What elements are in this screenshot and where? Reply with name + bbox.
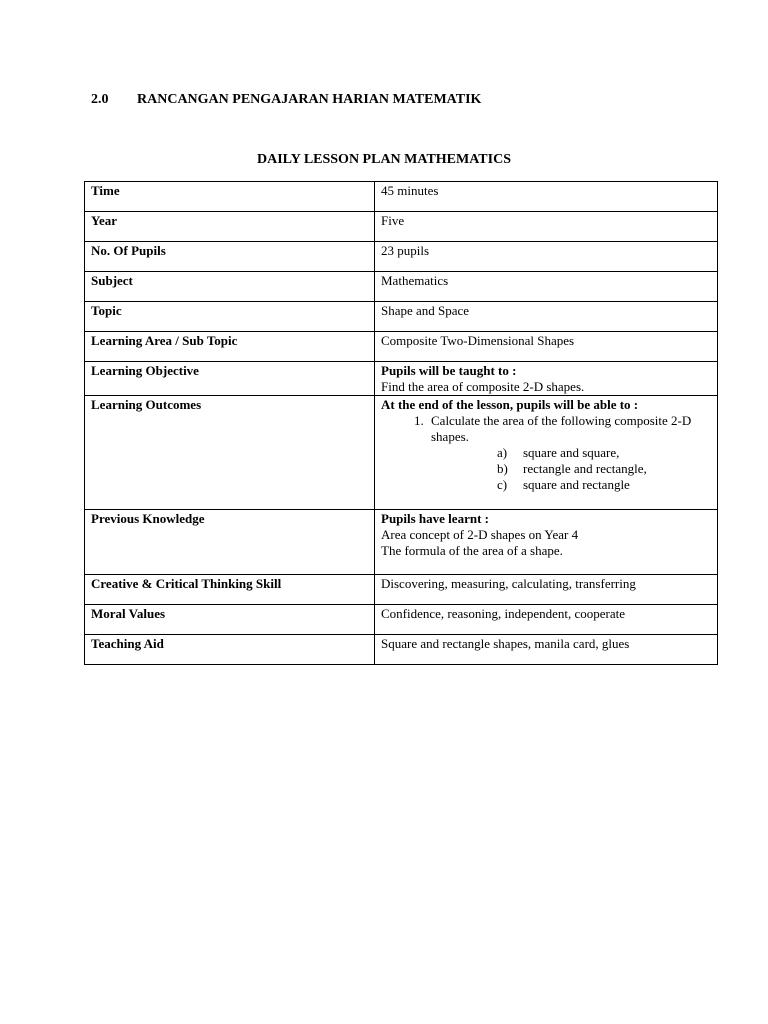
row-value [375,362,718,396]
list-marker: c) [497,477,508,492]
section-heading [91,92,481,108]
list-item [497,477,711,493]
row-value: Shape and Space [375,302,718,332]
row-label: No. Of Pupils [85,242,375,272]
section-title: RANCANGAN PENGAJARAN HARIAN MATEMATIK [137,92,482,107]
row-label: Teaching Aid [85,635,375,665]
table-row-subject [85,272,718,302]
list-marker: a) [497,445,508,460]
row-value [375,510,718,575]
table-row-moral-values [85,605,718,635]
list-item [497,461,711,477]
objective-intro: Pupils will be taught to : [381,363,517,378]
row-value: Composite Two-Dimensional Shapes [375,332,718,362]
row-value: 45 minutes [375,182,718,212]
row-label: Previous Knowledge [85,510,375,575]
outcomes-list [381,413,711,493]
section-number: 2.0 [91,92,109,107]
row-label: Creative & Critical Thinking Skill [85,575,375,605]
outcomes-intro: At the end of the lesson, pupils will be able to : [381,397,639,412]
row-label: Year [85,212,375,242]
table-row-learning-area [85,332,718,362]
table-row-topic [85,302,718,332]
objective-text: Find the area of composite 2-D shapes. [381,379,585,394]
outcome-item [427,413,711,493]
list-item-text: square and rectangle [523,477,630,492]
row-value: Discovering, measuring, calculating, transferring [375,575,718,605]
row-value: Confidence, reasoning, independent, cooperate [375,605,718,635]
knowledge-intro: Pupils have learnt : [381,511,489,526]
table-row-pupils [85,242,718,272]
lesson-plan-table [84,181,718,665]
list-marker: b) [497,461,508,476]
list-item [497,445,711,461]
row-value: Mathematics [375,272,718,302]
row-label: Subject [85,272,375,302]
list-item-text: square and square, [523,445,620,460]
table-row-thinking-skill [85,575,718,605]
table-row-year [85,212,718,242]
table-row-time [85,182,718,212]
knowledge-line: The formula of the area of a shape. [381,543,563,558]
knowledge-line: Area concept of 2-D shapes on Year 4 [381,527,579,542]
page-title: DAILY LESSON PLAN MATHEMATICS [257,152,511,167]
table-row-previous-knowledge [85,510,718,575]
row-value [375,396,718,510]
outcome-sublist [431,445,711,493]
row-label: Learning Area / Sub Topic [85,332,375,362]
row-value: 23 pupils [375,242,718,272]
outcome-text: Calculate the area of the following composite 2-D shapes. [431,413,692,444]
row-label: Moral Values [85,605,375,635]
table-row-teaching-aid [85,635,718,665]
row-value: Five [375,212,718,242]
row-label: Learning Outcomes [85,396,375,510]
row-label: Learning Objective [85,362,375,396]
row-value: Square and rectangle shapes, manila card, glues [375,635,718,665]
list-item-text: rectangle and rectangle, [523,461,647,476]
table-row-outcomes [85,396,718,510]
row-label: Topic [85,302,375,332]
table-row-objective [85,362,718,396]
row-label: Time [85,182,375,212]
